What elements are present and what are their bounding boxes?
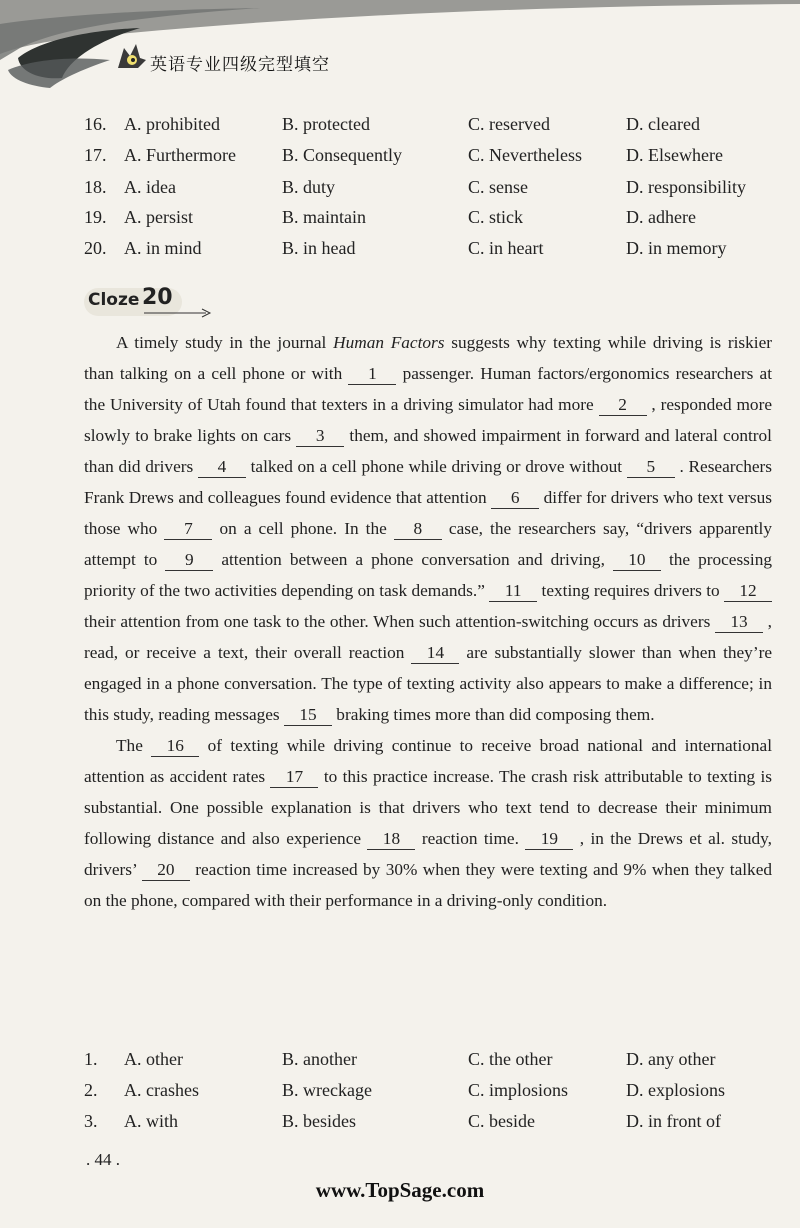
passage-text: reaction time increased by 30% when they were texting and 9% when they talked on the phone, compared with their performance in a driving-only condition.: [84, 860, 773, 910]
blank-18: 18: [367, 829, 415, 850]
cloze-section-tag: [84, 285, 214, 318]
option-c: C. the other: [468, 1049, 553, 1069]
option-a: A. prohibited: [124, 114, 220, 134]
option-d: D. in memory: [626, 238, 727, 258]
passage-text: , in the Drews et al. study, drivers’: [84, 829, 773, 879]
passage-text: passenger. Human factors/ergonomics researchers at the University of Utah found that texters in a driving simulator had more: [84, 364, 772, 414]
option-a: A. idea: [124, 177, 176, 197]
passage-text: the processing priority of the two activities depending on task demands.”: [84, 550, 772, 600]
page-number: . 44 .: [86, 1150, 120, 1169]
option-c: C. sense: [468, 177, 528, 197]
blank-5: 5: [627, 457, 675, 478]
option-b: B. Consequently: [282, 145, 402, 165]
passage-text: , read, or receive a text, their overall reaction: [84, 612, 772, 662]
option-d: D. explosions: [626, 1080, 725, 1100]
blank-12: 12: [724, 581, 772, 602]
passage-text: . Researchers Frank Drews and colleagues found evidence that attention: [84, 457, 772, 507]
option-d: D. adhere: [626, 207, 696, 227]
option-d: D. any other: [626, 1049, 716, 1069]
arrow-right-icon: [144, 308, 214, 318]
passage-text: attention between a phone conversation and driving,: [213, 550, 613, 569]
question-number: 1.: [84, 1049, 98, 1069]
passage-text: their attention from one task to the other. When such attention-switching occurs as drivers: [84, 612, 715, 631]
blank-10: 10: [613, 550, 661, 571]
question-number: 2.: [84, 1080, 98, 1100]
option-c: C. beside: [468, 1111, 535, 1131]
header-title: 英语专业四级完型填空: [150, 55, 330, 75]
blank-11: 11: [489, 581, 537, 602]
question-number: 3.: [84, 1111, 98, 1131]
blank-8: 8: [394, 519, 442, 540]
blank-1: 1: [348, 364, 396, 385]
option-b: B. another: [282, 1049, 357, 1069]
option-d: D. Elsewhere: [626, 145, 723, 165]
passage-text: to this practice increase. The crash risk attributable to texting is substantial. One possible explanation is that drivers who text tend to decrease their minimum following distance and also experience: [84, 767, 772, 848]
journal-title: Human Factors: [333, 333, 445, 352]
passage-paragraph-2: [84, 730, 772, 916]
option-a: A. with: [124, 1111, 178, 1131]
passage-text: , responded more slowly to brake lights on cars: [84, 395, 772, 445]
cloze-number: 20: [142, 285, 173, 310]
blank-4: 4: [198, 457, 246, 478]
option-c: C. in heart: [468, 238, 544, 258]
cartoon-mascot-icon: [110, 38, 150, 78]
passage-text: differ for drivers who text versus those who: [84, 488, 772, 538]
blank-19: 19: [525, 829, 573, 850]
blank-2: 2: [599, 395, 647, 416]
page-header: [0, 0, 800, 90]
question-number: 20.: [84, 238, 107, 258]
option-d: D. responsibility: [626, 177, 746, 197]
option-a: A. other: [124, 1049, 183, 1069]
passage-text: on a cell phone. In the: [212, 519, 394, 538]
option-a: A. Furthermore: [124, 145, 236, 165]
option-c: C. implosions: [468, 1080, 569, 1100]
question-number: 19.: [84, 207, 107, 227]
footer-website-url: www.TopSage.com: [315, 1178, 485, 1202]
passage-text: them, and showed impairment in forward and lateral control than did drivers: [84, 426, 772, 476]
option-d: D. cleared: [626, 114, 700, 134]
cloze-passage: [84, 327, 772, 916]
blank-6: 6: [491, 488, 539, 509]
blank-7: 7: [164, 519, 212, 540]
option-b: B. duty: [282, 177, 336, 197]
passage-text: texting requires drivers to: [537, 581, 724, 600]
passage-paragraph-1: [84, 327, 772, 730]
blank-20: 20: [142, 860, 190, 881]
passage-text: A timely study in the journal: [116, 333, 334, 352]
blank-13: 13: [715, 612, 763, 633]
option-b: B. protected: [282, 114, 370, 134]
passage-text: are substantially slower than when they’re engaged in a phone conversation. The type of texting activity also appears to make a difference; in this study, reading messages: [84, 643, 773, 724]
blank-14: 14: [411, 643, 459, 664]
question-number: 16.: [84, 114, 107, 134]
blank-3: 3: [296, 426, 344, 447]
blank-15: 15: [284, 705, 332, 726]
option-b: B. wreckage: [282, 1080, 372, 1100]
option-c: C. reserved: [468, 114, 550, 134]
passage-text: braking times more than did composing them.: [331, 705, 655, 724]
option-a: A. persist: [124, 207, 193, 227]
passage-text: reaction time.: [415, 829, 526, 848]
blank-9: 9: [165, 550, 213, 571]
option-b: B. maintain: [282, 207, 366, 227]
option-a: A. crashes: [124, 1080, 199, 1100]
question-number: 17.: [84, 145, 107, 165]
question-number: 18.: [84, 177, 107, 197]
blank-17: 17: [270, 767, 318, 788]
option-b: B. in head: [282, 238, 356, 258]
passage-text: The: [116, 736, 152, 755]
passage-text: suggests why texting while driving is riskier than talking on a cell phone or with: [84, 333, 772, 383]
option-c: C. Nevertheless: [468, 145, 582, 165]
blank-16: 16: [151, 736, 199, 757]
option-b: B. besides: [282, 1111, 356, 1131]
passage-text: case, the researchers say, “drivers apparently attempt to: [84, 519, 772, 569]
option-c: C. stick: [468, 207, 524, 227]
passage-text: talked on a cell phone while driving or drove without: [245, 457, 627, 476]
cloze-label: Cloze: [88, 290, 140, 310]
option-d: D. in front of: [626, 1111, 721, 1131]
option-a: A. in mind: [124, 238, 202, 258]
passage-text: of texting while driving continue to receive broad national and international attention as accident rates: [84, 736, 773, 786]
